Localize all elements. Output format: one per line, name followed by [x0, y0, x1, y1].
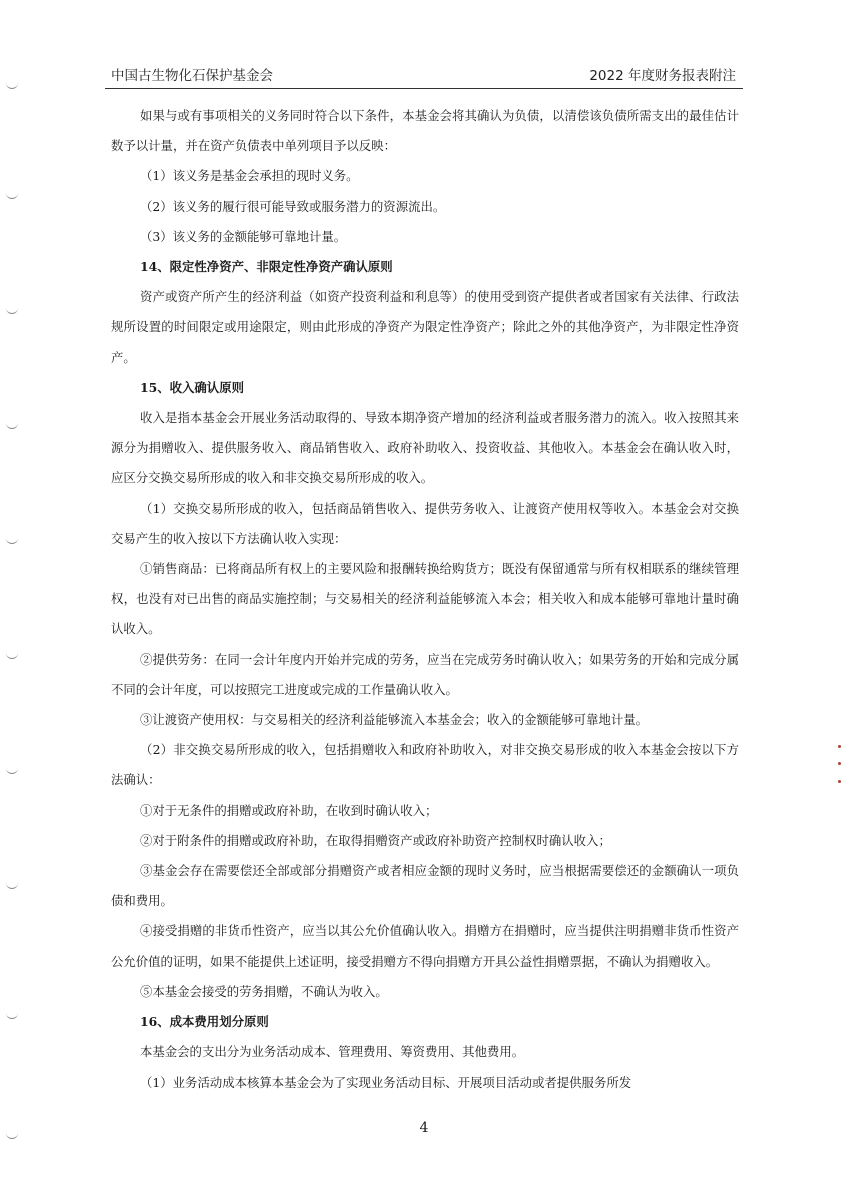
list-item: （1）该义务是基金会承担的现时义务。: [140, 168, 359, 184]
paragraph: ①销售商品：已将商品所有权上的主要风险和报酬转换给购货方；既没有保留通常与所有权相联系的继续管理权，也没有对已出售的商品实施控制；与交易相关的经济利益能够流入本会；相关收入和成本能够可靠地计量时确认收入。: [111, 561, 739, 637]
binding-mark: [6, 535, 18, 544]
header-report-title: 2022 年度财务报表附注: [589, 68, 736, 84]
document-body: [111, 101, 739, 1098]
paragraph: 资产或资产所产生的经济利益（如资产投资利益和利息等）的使用受到资产提供者或者国家有关法律、行政法规所设置的时间限定或用途限定，则由此形成的净资产为限定性净资产；除此之外的其他净资产，为非限定性净资产。: [111, 289, 739, 365]
paragraph: 如果与或有事项相关的义务同时符合以下条件，本基金会将其确认为负债，以清偿该负债所需支出的最佳估计数予以计量，并在资产负债表中单列项目予以反映：: [111, 108, 739, 154]
binding-mark: [6, 420, 18, 429]
section-heading: 15、收入确认原则: [140, 379, 244, 395]
scan-mark: [838, 762, 841, 765]
paragraph: （2）非交换交易所形成的收入，包括捐赠收入和政府补助收入，对非交换交易形成的收入本基金会按以下方法确认：: [111, 742, 739, 788]
paragraph: 本基金会的支出分为业务活动成本、管理费用、筹资费用、其他费用。: [140, 1044, 525, 1060]
paragraph: 收入是指本基金会开展业务活动取得的、导致本期净资产增加的经济利益或者服务潜力的流入。收入按照其来源分为捐赠收入、提供服务收入、商品销售收入、政府补助收入、投资收益、其他收入。本基金会在确认收入时，应区分交换交易所形成的收入和非交换交易所形成的收入。: [111, 410, 739, 486]
binding-mark: [6, 190, 18, 199]
scan-mark: [838, 780, 841, 783]
paragraph: ③让渡资产使用权：与交易相关的经济利益能够流入本基金会；收入的金额能够可靠地计量。: [140, 712, 649, 728]
list-item: ①对于无条件的捐赠或政府补助，在收到时确认收入；: [140, 802, 438, 818]
paragraph: ②提供劳务：在同一会计年度内开始并完成的劳务，应当在完成劳务时确认收入；如果劳务的开始和完成分属不同的会计年度，可以按照完工进度或完成的工作量确认收入。: [111, 651, 739, 697]
header-organization: 中国古生物化石保护基金会: [111, 68, 273, 84]
page-number: 4: [419, 1120, 429, 1136]
header-rule: [105, 88, 743, 89]
binding-mark: [6, 765, 18, 774]
binding-mark: [6, 650, 18, 659]
paragraph: （1）交换交易所形成的收入，包括商品销售收入、提供劳务收入、让渡资产使用权等收入。本基金会对交换交易产生的收入按以下方法确认收入实现：: [111, 500, 739, 546]
section-heading: 14、限定性净资产、非限定性净资产确认原则: [140, 259, 393, 275]
list-item: ②对于附条件的捐赠或政府补助，在取得捐赠资产或政府补助资产控制权时确认收入；: [140, 832, 611, 848]
binding-mark: [6, 1130, 18, 1139]
list-item: （3）该义务的金额能够可靠地计量。: [140, 228, 347, 244]
paragraph: （1）业务活动成本核算本基金会为了实现业务活动目标、开展项目活动或者提供服务所发: [140, 1074, 632, 1090]
binding-mark: [6, 80, 18, 89]
paragraph: ③基金会存在需要偿还全部或部分捐赠资产或者相应金额的现时义务时，应当根据需要偿还的金额确认一项负债和费用。: [111, 863, 739, 909]
binding-mark: [6, 880, 18, 889]
paragraph: ④接受捐赠的非货币性资产，应当以其公允价值确认收入。捐赠方在捐赠时，应当提供注明捐赠非货币性资产公允价值的证明，如果不能提供上述证明，接受捐赠方不得向捐赠方开具公益性捐赠票据，不确认为捐赠收入。: [111, 923, 739, 969]
binding-mark: [6, 305, 18, 314]
scan-mark: [838, 745, 841, 748]
list-item: ⑤本基金会接受的劳务捐赠，不确认为收入。: [140, 983, 388, 999]
binding-mark: [6, 1010, 18, 1019]
list-item: （2）该义务的履行很可能导致或服务潜力的资源流出。: [140, 198, 446, 214]
section-heading: 16、成本费用划分原则: [140, 1014, 269, 1030]
